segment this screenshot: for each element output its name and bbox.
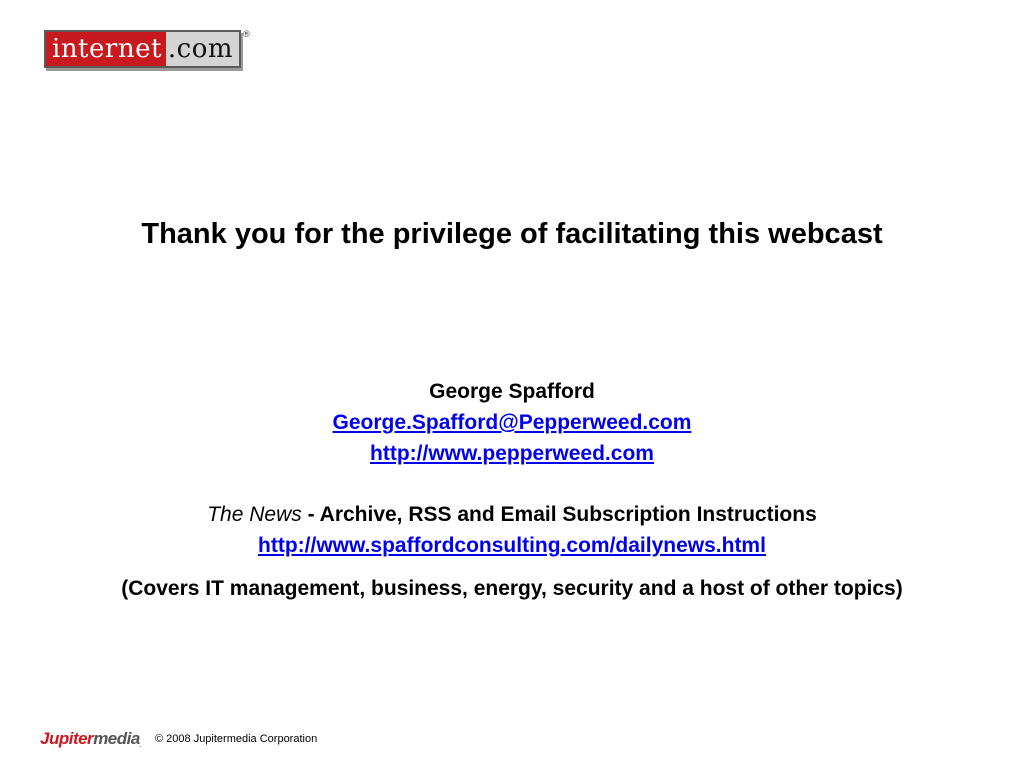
jupitermedia-logo-mark: . bbox=[139, 743, 141, 749]
news-title: The News bbox=[207, 503, 302, 526]
news-description: - Archive, RSS and Email Subscription Instructions bbox=[301, 503, 817, 526]
registered-mark: ® bbox=[243, 29, 250, 39]
email-link[interactable]: George.Spafford@Pepperweed.com bbox=[332, 411, 692, 434]
footer bbox=[40, 729, 317, 749]
contact-block bbox=[0, 376, 1024, 601]
news-line bbox=[0, 499, 1024, 530]
copyright-text: © 2008 Jupitermedia Corporation bbox=[155, 733, 318, 745]
logo-text-dotcom: .com bbox=[166, 32, 239, 66]
slide-title: Thank you for the privilege of facilitating this webcast bbox=[141, 218, 883, 250]
daily-news-link[interactable]: http://www.spaffordconsulting.com/dailynews.html bbox=[258, 534, 766, 557]
spacer bbox=[0, 469, 1024, 499]
jupitermedia-logo-grey: media bbox=[93, 729, 140, 748]
website-link[interactable]: http://www.pepperweed.com bbox=[370, 442, 654, 465]
logo-box bbox=[44, 30, 241, 68]
jupitermedia-logo bbox=[40, 729, 141, 749]
presenter-name: George Spafford bbox=[429, 380, 595, 403]
jupitermedia-logo-red: Jupiter bbox=[40, 729, 94, 748]
logo-text-internet: internet bbox=[46, 32, 166, 66]
internet-com-logo bbox=[44, 30, 250, 68]
covers-note: (Covers IT management, business, energy, security and a host of other topics) bbox=[121, 577, 903, 600]
